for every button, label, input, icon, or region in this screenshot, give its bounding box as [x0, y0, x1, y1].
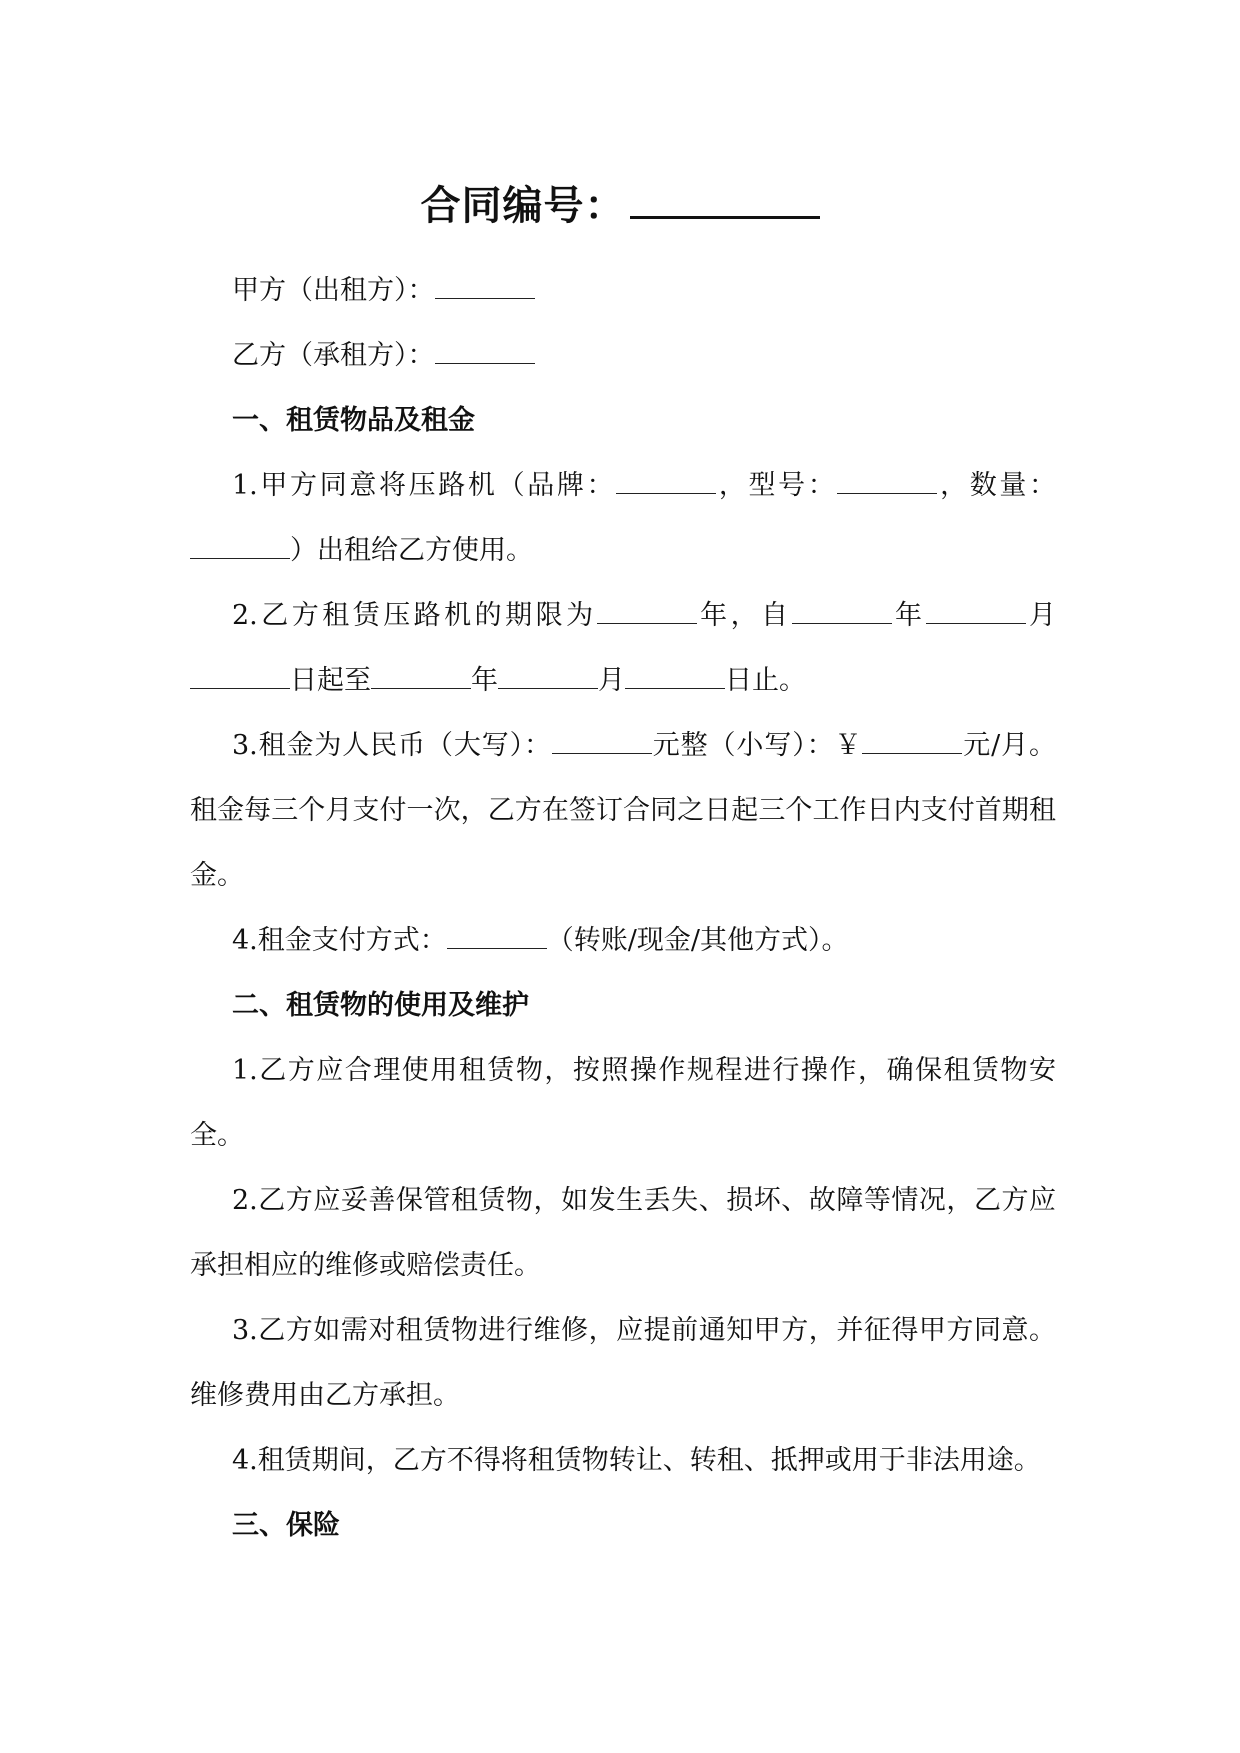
brand-blank	[616, 467, 716, 494]
end-day-blank	[625, 662, 725, 689]
quantity-blank	[190, 532, 290, 559]
start-month-blank	[926, 597, 1026, 624]
contract-number-label: 合同编号：	[420, 183, 626, 229]
text-run: ，型号：	[716, 470, 838, 501]
section-heading-1: 一、租赁物品及租金	[232, 405, 475, 436]
text-run: 1.甲方同意将压路机（品牌：	[232, 470, 617, 501]
text-run: 年，自	[696, 600, 792, 631]
section1-item1	[190, 453, 1056, 583]
rent-amount-blank	[862, 727, 962, 754]
text-run: （转账/现金/其他方式）。	[546, 925, 849, 956]
text-run: 元/月。租金每三个月支付一次，乙方在签订合同之日起三个工作日内支付首期租金。	[190, 730, 1056, 891]
party-a-blank	[435, 272, 535, 299]
party-b-label: 乙方（承租方）：	[232, 340, 435, 371]
text-run: 月	[598, 665, 625, 696]
payment-method-blank	[447, 922, 547, 949]
text-run: 年	[471, 665, 498, 696]
section2-item2: 2.乙方应妥善保管租赁物，如发生丢失、损坏、故障等情况，乙方应承担相应的维修或赔偿责任。	[190, 1185, 1056, 1281]
party-a-line	[190, 258, 1056, 323]
text-run: ，数量：	[937, 470, 1057, 501]
start-day-blank	[190, 662, 290, 689]
text-run: 3.租金为人民币（大写）：	[232, 730, 552, 761]
model-blank	[837, 467, 937, 494]
text-run: 2.乙方租赁压路机的期限为	[232, 600, 597, 631]
text-run: 月	[1025, 600, 1057, 631]
section2-item4: 4.租赁期间，乙方不得将租赁物转让、转租、抵押或用于非法用途。	[232, 1445, 1041, 1476]
section-heading-2: 二、租赁物的使用及维护	[232, 990, 529, 1021]
section2-item3: 3.乙方如需对租赁物进行维修，应提前通知甲方，并征得甲方同意。维修费用由乙方承担。	[190, 1315, 1056, 1411]
text-run: 日起至	[290, 665, 371, 696]
section2-item1: 1.乙方应合理使用租赁物，按照操作规程进行操作，确保租赁物安全。	[190, 1055, 1056, 1151]
rent-uppercase-blank	[552, 727, 652, 754]
text-run: 年	[891, 600, 926, 631]
party-b-blank	[435, 337, 535, 364]
section1-item4	[190, 908, 1056, 973]
term-years-blank	[597, 597, 697, 624]
contract-body	[190, 258, 1056, 1558]
end-year-blank	[371, 662, 471, 689]
contract-number-blank	[630, 178, 820, 219]
page-title	[0, 178, 1240, 232]
text-run: 4.租金支付方式：	[232, 925, 447, 956]
start-year-blank	[792, 597, 892, 624]
party-a-label: 甲方（出租方）：	[232, 275, 435, 306]
text-run: 元整（小写）：￥	[651, 730, 863, 761]
section-heading-3: 三、保险	[232, 1510, 340, 1541]
party-b-line	[190, 323, 1056, 388]
section1-item3	[190, 713, 1056, 908]
section1-item2	[190, 583, 1056, 713]
text-run: 日止。	[725, 665, 806, 696]
text-run: ）出租给乙方使用。	[290, 535, 533, 566]
end-month-blank	[498, 662, 598, 689]
